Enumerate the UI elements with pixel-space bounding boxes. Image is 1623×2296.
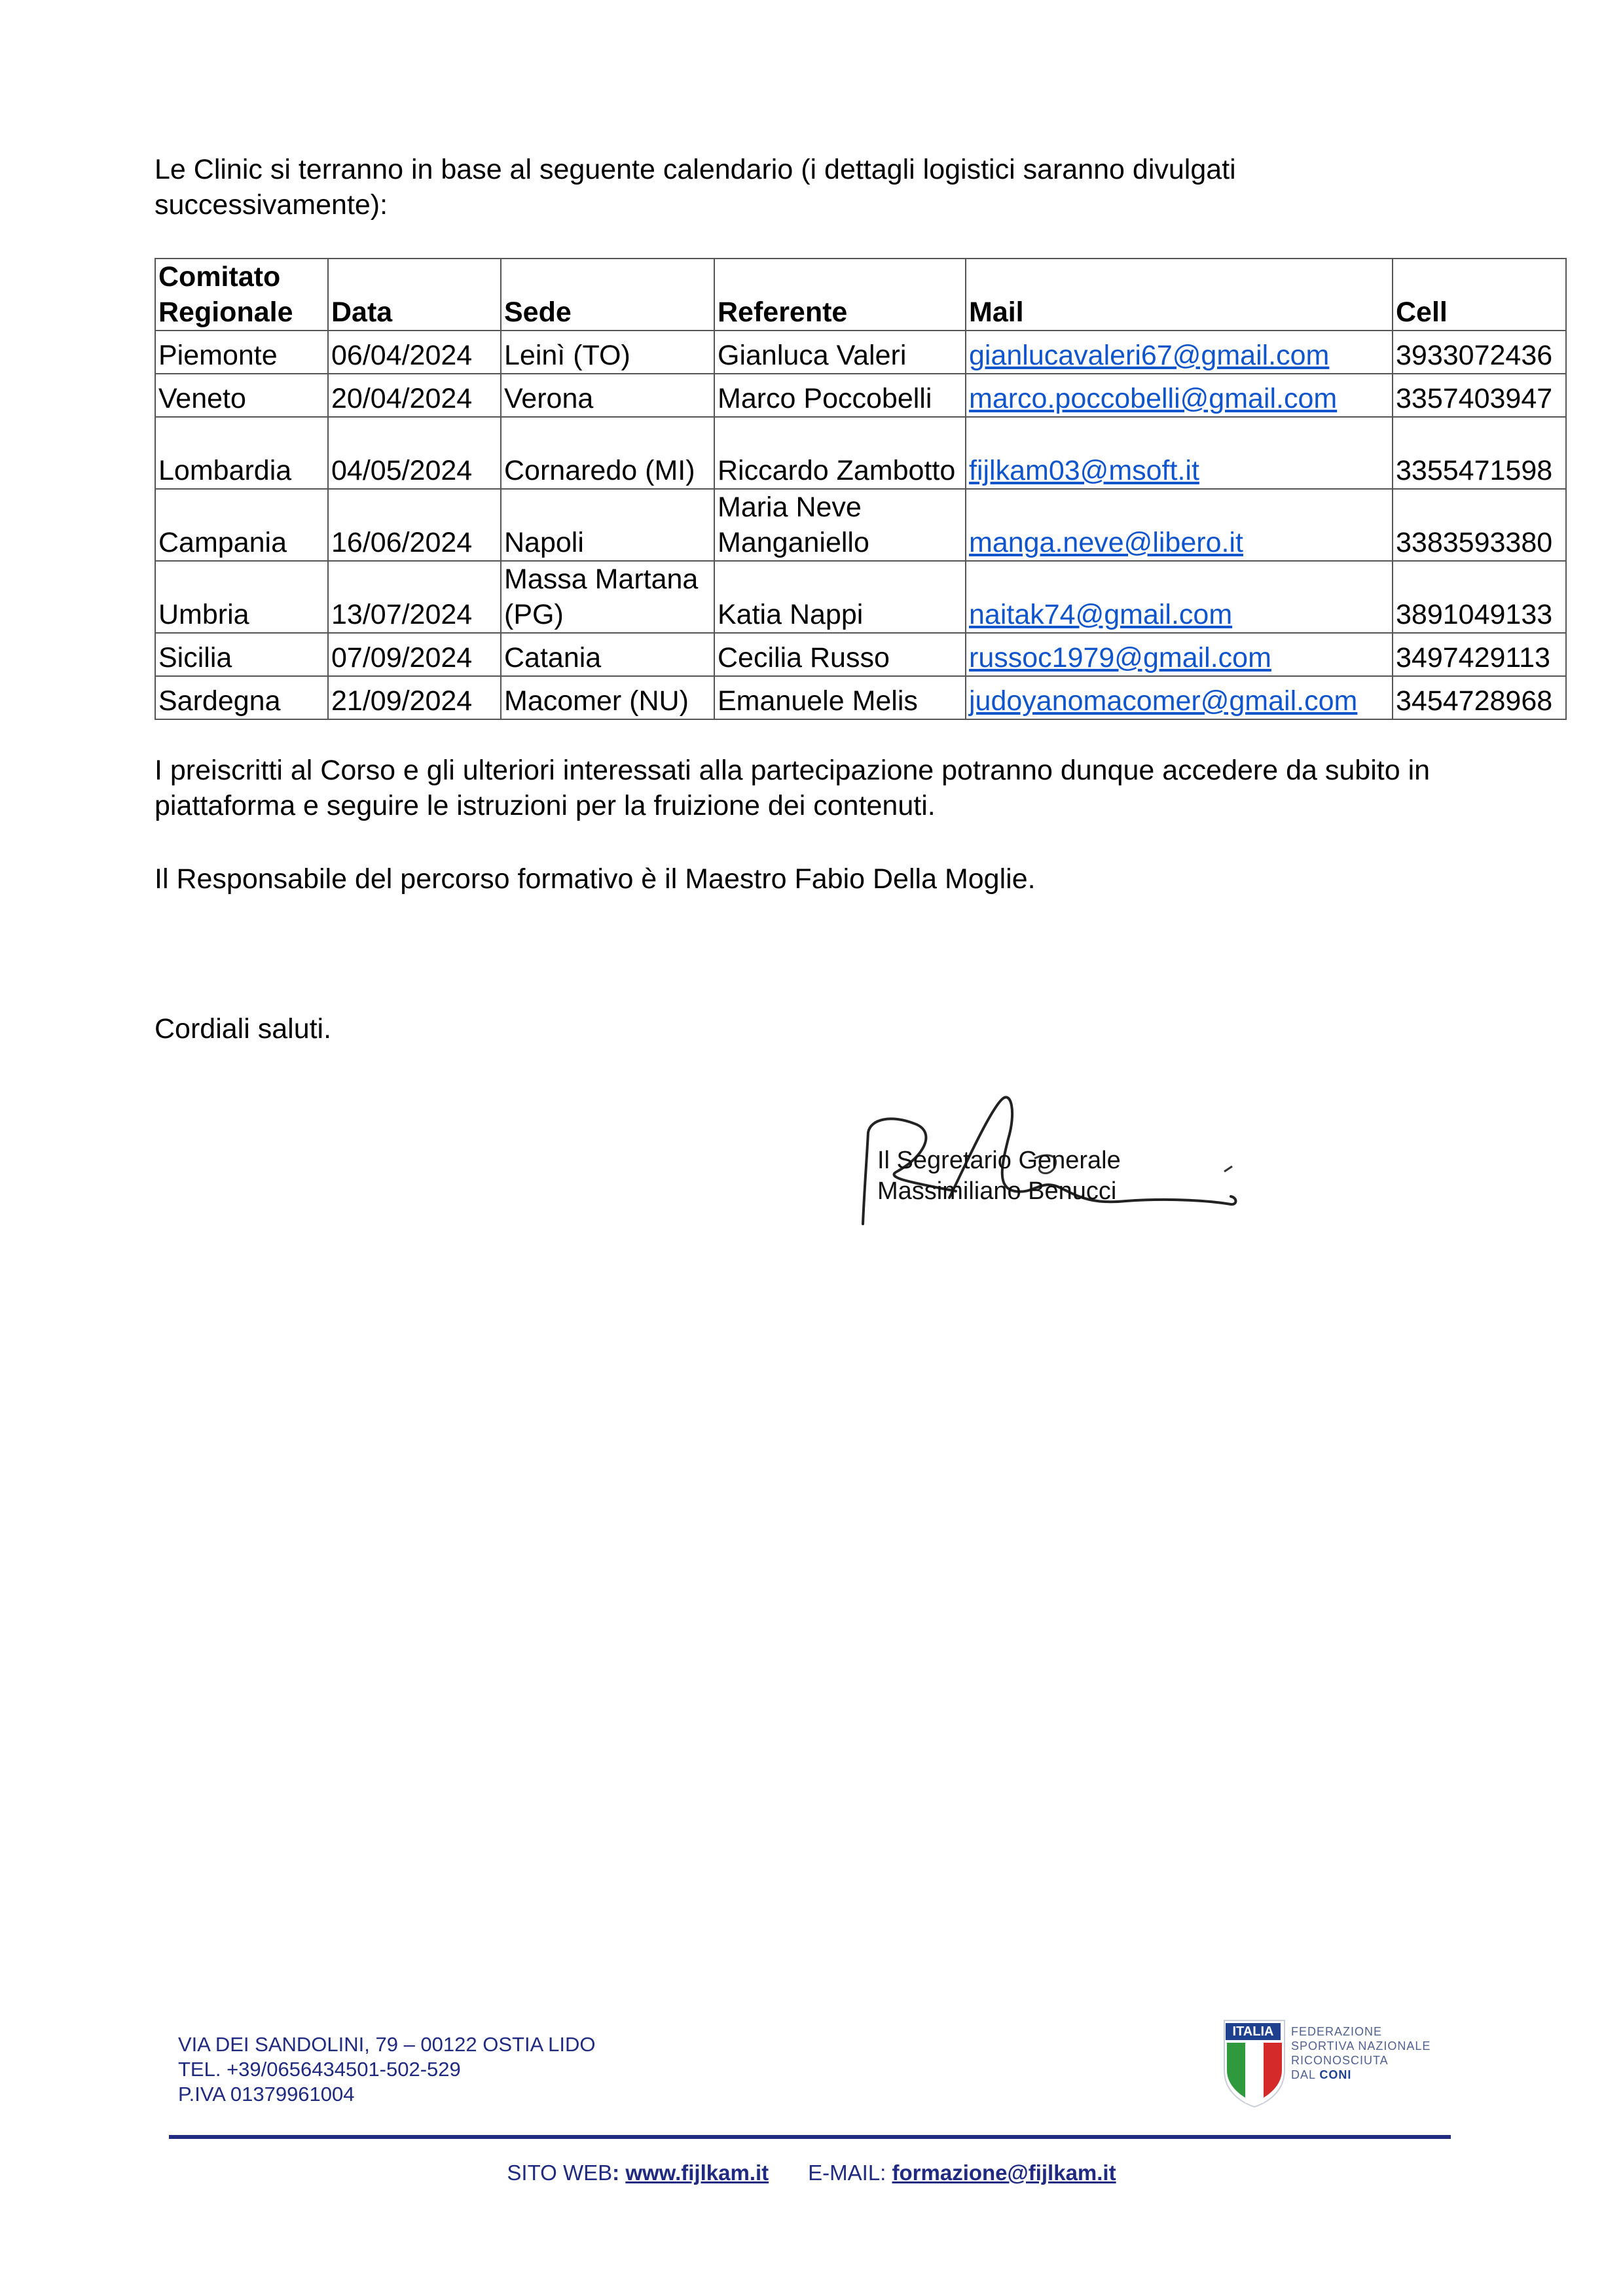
cell-data: 07/09/2024 — [328, 633, 501, 676]
mail-link[interactable]: russoc1979@gmail.com — [969, 642, 1271, 673]
coni-federation-logo — [1223, 2019, 1459, 2111]
header-comitato: Comitato Regionale — [155, 259, 328, 331]
cell-mail — [966, 676, 1393, 719]
table-row — [155, 331, 1566, 374]
footer-phone: TEL. +39/0656434501-502-529 — [178, 2058, 461, 2081]
mail-link[interactable]: manga.neve@libero.it — [969, 527, 1243, 558]
cell-data: 06/04/2024 — [328, 331, 501, 374]
italia-badge: ITALIA — [1226, 2023, 1281, 2040]
coni-line-4 — [1291, 2068, 1461, 2082]
cell-referente: Gianluca Valeri — [714, 331, 966, 374]
cell-sede: Cornaredo (MI) — [501, 417, 714, 489]
cell-mail — [966, 374, 1393, 417]
cell-referente: Riccardo Zambotto — [714, 417, 966, 489]
table-row — [155, 676, 1566, 719]
responsible-paragraph: Il Responsabile del percorso formativo è il Maestro Fabio Della Moglie. — [155, 863, 1036, 895]
coni-line-2: SPORTIVA NAZIONALE — [1291, 2039, 1431, 2053]
cell-phone: 3891049133 — [1393, 561, 1566, 633]
access-paragraph: I preiscritti al Corso e gli ulteriori interessati alla partecipazione potranno dunque accedere da subito in piattaforma e seguire le istruzioni per la fruizione dei contenuti. — [155, 755, 1431, 821]
table-row — [155, 417, 1566, 489]
table-header-row — [155, 259, 1566, 331]
cell-referente: Marco Poccobelli — [714, 374, 966, 417]
cell-sede: Napoli — [501, 489, 714, 561]
mail-link[interactable]: naitak74@gmail.com — [969, 599, 1233, 630]
cell-comitato: Lombardia — [155, 417, 328, 489]
website-link[interactable]: www.fijlkam.it — [625, 2161, 769, 2185]
table-row — [155, 489, 1566, 561]
clinic-calendar-table — [155, 258, 1567, 720]
cell-phone: 3383593380 — [1393, 489, 1566, 561]
cell-mail — [966, 633, 1393, 676]
header-sede: Sede — [501, 259, 714, 331]
cell-mail — [966, 331, 1393, 374]
cell-phone: 3357403947 — [1393, 374, 1566, 417]
cell-comitato: Sicilia — [155, 633, 328, 676]
coni-line-1: FEDERAZIONE — [1291, 2025, 1383, 2038]
cell-phone: 3355471598 — [1393, 417, 1566, 489]
cell-referente: Emanuele Melis — [714, 676, 966, 719]
footer-address — [178, 2032, 596, 2107]
cell-phone: 3933072436 — [1393, 331, 1566, 374]
cell-referente: Cecilia Russo — [714, 633, 966, 676]
cell-referente: Maria Neve Manganiello — [714, 489, 966, 561]
cell-data: 16/06/2024 — [328, 489, 501, 561]
footer-vat: P.IVA 01379961004 — [178, 2083, 355, 2106]
mail-link[interactable]: gianlucavaleri67@gmail.com — [969, 340, 1330, 371]
cell-sede: Verona — [501, 374, 714, 417]
cell-sede: Leinì (TO) — [501, 331, 714, 374]
footer-contacts — [0, 2160, 1623, 2186]
mail-link[interactable]: marco.poccobelli@gmail.com — [969, 383, 1338, 414]
footer-divider — [169, 2135, 1451, 2139]
cell-data: 20/04/2024 — [328, 374, 501, 417]
cell-comitato: Veneto — [155, 374, 328, 417]
coni-recognition-text — [1291, 2024, 1461, 2082]
cell-phone: 3454728968 — [1393, 676, 1566, 719]
mail-link[interactable]: fijlkam03@msoft.it — [969, 455, 1199, 486]
cell-comitato: Sardegna — [155, 676, 328, 719]
cell-referente: Katia Nappi — [714, 561, 966, 633]
cell-mail — [966, 417, 1393, 489]
coni-line-4-prefix: DAL — [1291, 2068, 1320, 2081]
table-row — [155, 374, 1566, 417]
cell-data: 04/05/2024 — [328, 417, 501, 489]
mail-link[interactable]: judoyanomacomer@gmail.com — [969, 685, 1358, 717]
intro-paragraph: Le Clinic si terranno in base al seguente calendario (i dettagli logistici saranno divulgati successivamente): — [155, 154, 1236, 221]
signatory-title: Il Segretario Generale — [877, 1147, 1121, 1174]
coni-line-3: RICONOSCIUTA — [1291, 2054, 1389, 2067]
cell-sede: Catania — [501, 633, 714, 676]
cell-comitato: Campania — [155, 489, 328, 561]
header-data: Data — [328, 259, 501, 331]
footer-street: VIA DEI SANDOLINI, 79 – 00122 OSTIA LIDO — [178, 2033, 596, 2056]
cell-mail — [966, 489, 1393, 561]
email-label: E-MAIL: — [808, 2161, 892, 2185]
cell-phone: 3497429113 — [1393, 633, 1566, 676]
cell-sede: Macomer (NU) — [501, 676, 714, 719]
cell-comitato: Umbria — [155, 561, 328, 633]
header-referente: Referente — [714, 259, 966, 331]
signature-block — [845, 1073, 1264, 1244]
cell-data: 13/07/2024 — [328, 561, 501, 633]
email-link[interactable]: formazione@fijlkam.it — [892, 2161, 1116, 2185]
cell-mail — [966, 561, 1393, 633]
site-separator: : — [612, 2161, 626, 2185]
cell-sede: Massa Martana (PG) — [501, 561, 714, 633]
site-label: SITO WEB — [507, 2161, 613, 2185]
table-row — [155, 633, 1566, 676]
closing-greeting: Cordiali saluti. — [155, 1013, 332, 1045]
cell-data: 21/09/2024 — [328, 676, 501, 719]
cell-comitato: Piemonte — [155, 331, 328, 374]
header-mail: Mail — [966, 259, 1393, 331]
signatory-name: Massimiliano Benucci — [877, 1177, 1117, 1205]
header-cell: Cell — [1393, 259, 1566, 331]
coni-name: CONI — [1319, 2068, 1352, 2081]
table-row — [155, 561, 1566, 633]
